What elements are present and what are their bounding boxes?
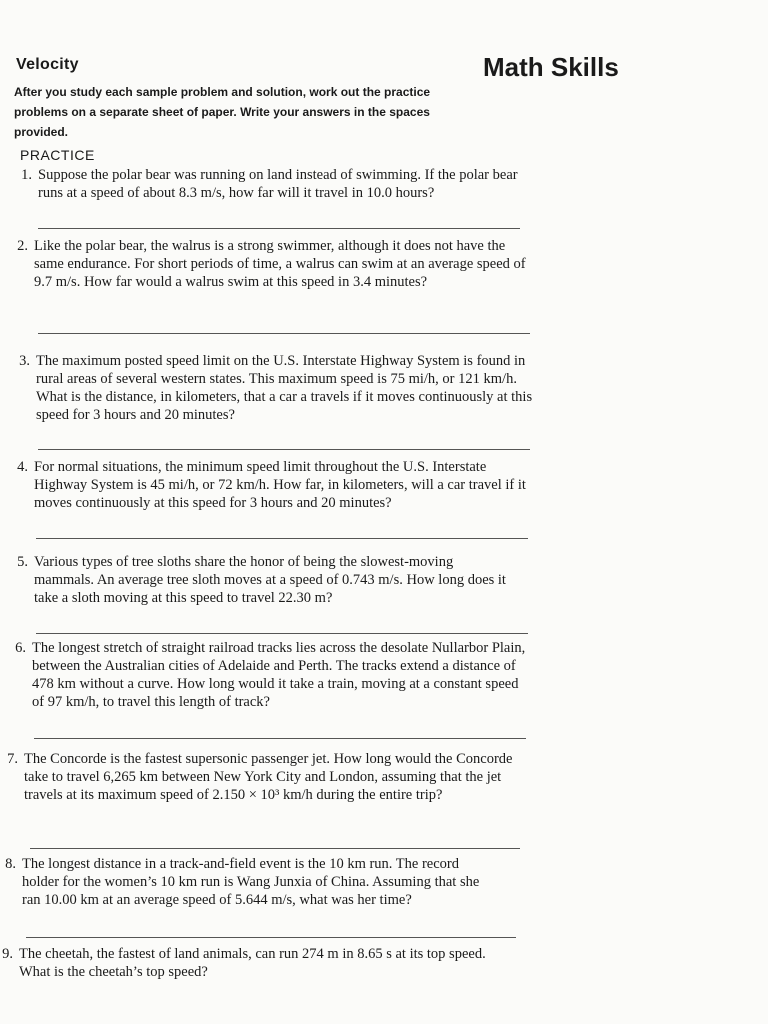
problem-number: 5. bbox=[17, 554, 28, 570]
answer-line-5[interactable] bbox=[36, 633, 528, 634]
problem-number: 3. bbox=[19, 353, 30, 369]
answer-line-3[interactable] bbox=[38, 449, 530, 450]
answer-line-7[interactable] bbox=[30, 848, 520, 849]
problem-number: 4. bbox=[17, 459, 28, 475]
answer-line-4[interactable] bbox=[36, 538, 528, 539]
worksheet-series-title: Math Skills bbox=[483, 52, 619, 82]
problem-number: 6. bbox=[15, 640, 26, 656]
problem-text: The maximum posted speed limit on the U.S. Interstate Highway System is found in rural areas of several western states. This maximum speed is 75 mi/h, or 121 km/h. What is the distance, in kilometers, that a car a travels if it moves continuously at this speed for 3 hours and 20 minutes? bbox=[36, 353, 533, 423]
worksheet-topic: Velocity bbox=[16, 56, 79, 73]
problem-number: 8. bbox=[5, 856, 16, 872]
problem-text: The cheetah, the fastest of land animals, can run 274 m in 8.65 s at its top speed. What is the cheetah’s top speed? bbox=[19, 946, 486, 980]
practice-heading: PRACTICE bbox=[20, 147, 95, 163]
problem-text: Suppose the polar bear was running on land instead of swimming. If the polar bear runs at a speed of about 8.3 m/s, how far will it travel in 10.0 hours? bbox=[38, 167, 518, 201]
problem-text: The Concorde is the fastest supersonic passenger jet. How long would the Concorde take to travel 6,265 km between New York City and London, assuming that the jet travels at its maximum speed of 2.150 × 10³ km/h during the entire trip? bbox=[24, 751, 513, 803]
answer-line-8[interactable] bbox=[26, 937, 516, 938]
problem-text: Various types of tree sloths share the honor of being the slowest-moving mammals. An average tree sloth moves at a speed of 0.743 m/s. How long does it take a sloth moving at this speed to travel 22.30 m? bbox=[34, 554, 506, 606]
instructions: After you study each sample problem and solution, work out the practice problems on a separate sheet of paper. Write your answers in the spaces provided. bbox=[14, 85, 431, 139]
problem-text: For normal situations, the minimum speed limit throughout the U.S. Interstate Highway System is 45 mi/h, or 72 km/h. How far, in kilometers, will a car travel if it moves continuously at this speed for 3 hours and 20 minutes? bbox=[34, 459, 526, 511]
problem-text: The longest distance in a track-and-field event is the 10 km run. The record holder for the women’s 10 km run is Wang Junxia of China. Assuming that she ran 10.00 km at an average speed of 5.644 m/s, what was her time? bbox=[22, 856, 480, 908]
problem-number: 7. bbox=[7, 751, 18, 767]
problem-number: 1. bbox=[21, 167, 32, 183]
problem-text: The longest stretch of straight railroad tracks lies across the desolate Nullarbor Plain, between the Australian cities of Adelaide and Perth. The tracks extend a distance of 478 km without a curve. How long would it take a train, moving at a constant speed of 97 km/h, to travel this length of track? bbox=[32, 640, 526, 710]
problem-number: 9. bbox=[2, 946, 13, 962]
answer-line-1[interactable] bbox=[38, 228, 520, 229]
answer-line-2[interactable] bbox=[38, 333, 530, 334]
answer-line-6[interactable] bbox=[34, 738, 526, 739]
problem-text: Like the polar bear, the walrus is a strong swimmer, although it does not have the same endurance. For short periods of time, a walrus can swim at an average speed of 9.7 m/s. How far would a walrus swim at this speed in 3.4 minutes? bbox=[34, 238, 526, 290]
problem-number: 2. bbox=[17, 238, 28, 254]
